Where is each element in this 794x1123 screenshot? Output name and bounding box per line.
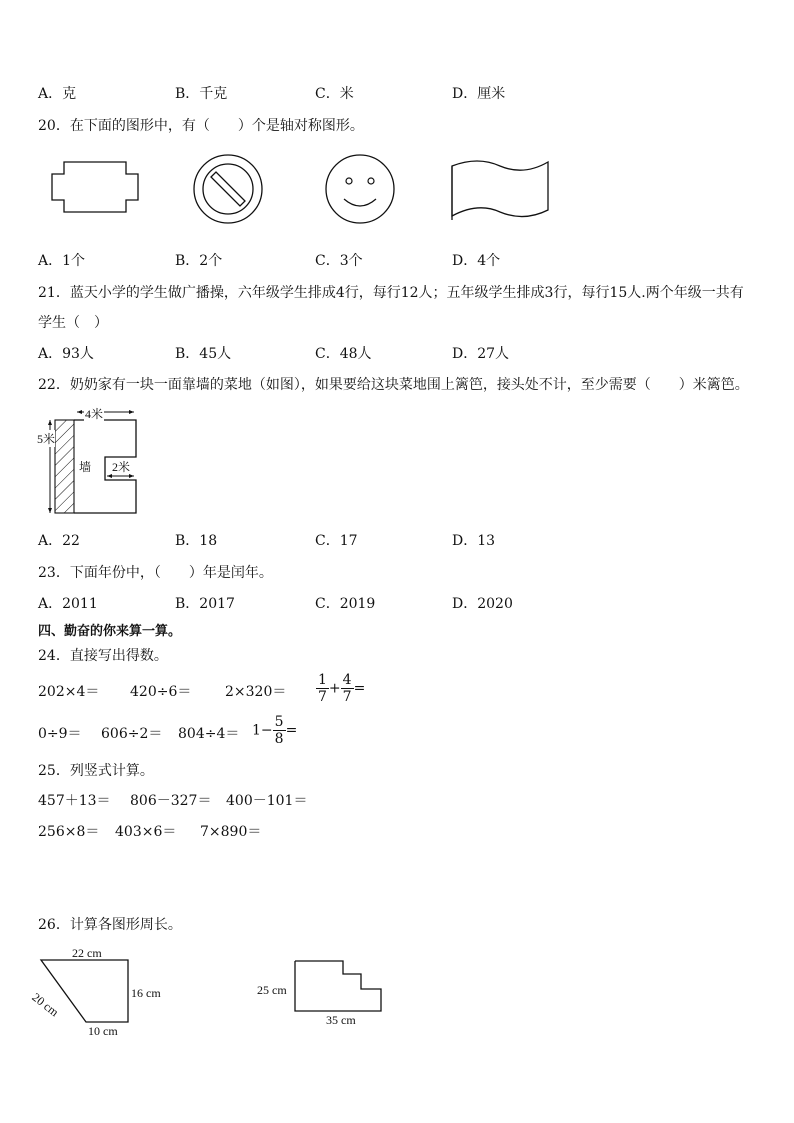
q25-item-3: 400－101＝ [226,793,308,809]
q20-flag-figure [448,158,553,224]
q20-notched-rectangle-figure [50,160,142,215]
q22-option-c: C．17 [315,533,358,549]
q26-fig1-left-label: 20 cm [29,990,62,1020]
q19-option-d: D．厘米 [452,86,506,102]
q26-text: 26．计算各图形周长。 [38,917,182,933]
q24-item-1: 202×4＝ [38,684,100,700]
q23-option-b: B．2017 [175,596,235,612]
q26-fig1-right-label: 16 cm [131,986,161,1000]
q21-option-b: B．45人 [175,346,232,362]
q22-fig-left-label: 5米 [37,432,56,446]
q25-item-6: 7×890＝ [200,824,262,840]
q20-option-a: A．1个 [38,253,86,269]
q19-option-a: A．克 [38,86,77,102]
section-heading: 四、勤奋的你来算一算。 [38,624,182,639]
q26-fig2-bottom-label: 35 cm [326,1013,356,1027]
q22-option-b: B．18 [175,533,218,549]
q20-no-sign-figure [192,153,264,225]
q23-option-a: A．2011 [38,596,98,612]
q26-fig1-top-label: 22 cm [72,946,102,960]
q24-text: 24．直接写出得数。 [38,648,168,664]
q23-option-d: D．2020 [452,596,513,612]
q22-option-d: D．13 [452,533,496,549]
q25-text: 25．列竖式计算。 [38,763,154,779]
frac-numerator: 1 [318,672,327,688]
q19-option-b: B．千克 [175,86,228,102]
q25-item-5: 403×6＝ [115,824,177,840]
equals-sign: = [285,722,298,739]
q25-item-1: 457＋13＝ [38,793,111,809]
q25-item-4: 256×8＝ [38,824,100,840]
q20-option-b: B．2个 [175,253,223,269]
q23-text: 23．下面年份中，（ ）年是闰年。 [38,565,273,581]
frac-denominator: 8 [274,731,284,747]
q21-option-c: C．48人 [315,346,372,362]
q20-text: 20．在下面的图形中，有（ ）个是轴对称图形。 [38,118,364,134]
whole-minus: 1− [252,722,273,739]
q26-stepped-figure [292,958,386,1016]
q19-option-c: C．米 [315,86,354,102]
plus-sign: + [328,680,341,697]
q24-fraction-sum [316,672,365,705]
q20-option-c: C．3个 [315,253,363,269]
q24-item-2: 420÷6＝ [130,684,192,700]
q22-fig-wall-label: 墙 [79,460,92,474]
q25-item-2: 806－327＝ [130,793,212,809]
frac-denominator: 7 [318,689,327,705]
q21-option-d: D．27人 [452,346,510,362]
frac-denominator: 7 [342,689,352,705]
q22-fig-top-label: 4米 [85,407,104,421]
q22-option-a: A．22 [38,533,80,549]
frac-numerator: 4 [342,672,352,688]
q21-text-line1: 21．蓝天小学的学生做广播操，六年级学生排成4行，每行12人；五年级学生排成3行，每行15人.两个年级一共有 [38,285,744,301]
q22-text: 22．奶奶家有一块一面靠墙的菜地（如图），如果要给这块菜地围上篱笆，接头处不计，至少需要（ ）米篱笆。 [38,377,749,393]
q21-text-line2: 学生（ ） [38,315,108,331]
q24-item-4: 0÷9＝ [38,726,82,742]
q24-item-5: 606÷2＝ [101,726,163,742]
q24-fraction-difference [252,714,297,747]
q20-option-d: D．4个 [452,253,501,269]
q26-fig2-left-label: 25 cm [257,983,287,997]
q26-fig1-bottom-label: 10 cm [88,1024,118,1038]
q22-fig-inner-label: 2米 [112,460,131,474]
q21-option-a: A．93人 [38,346,94,362]
q20-smiley-face-figure [324,153,396,225]
q24-item-6: 804÷4＝ [178,726,240,742]
q23-option-c: C．2019 [315,596,376,612]
q24-item-3: 2×320＝ [225,684,287,700]
frac-numerator: 5 [274,714,284,730]
equals-sign: = [353,680,366,697]
